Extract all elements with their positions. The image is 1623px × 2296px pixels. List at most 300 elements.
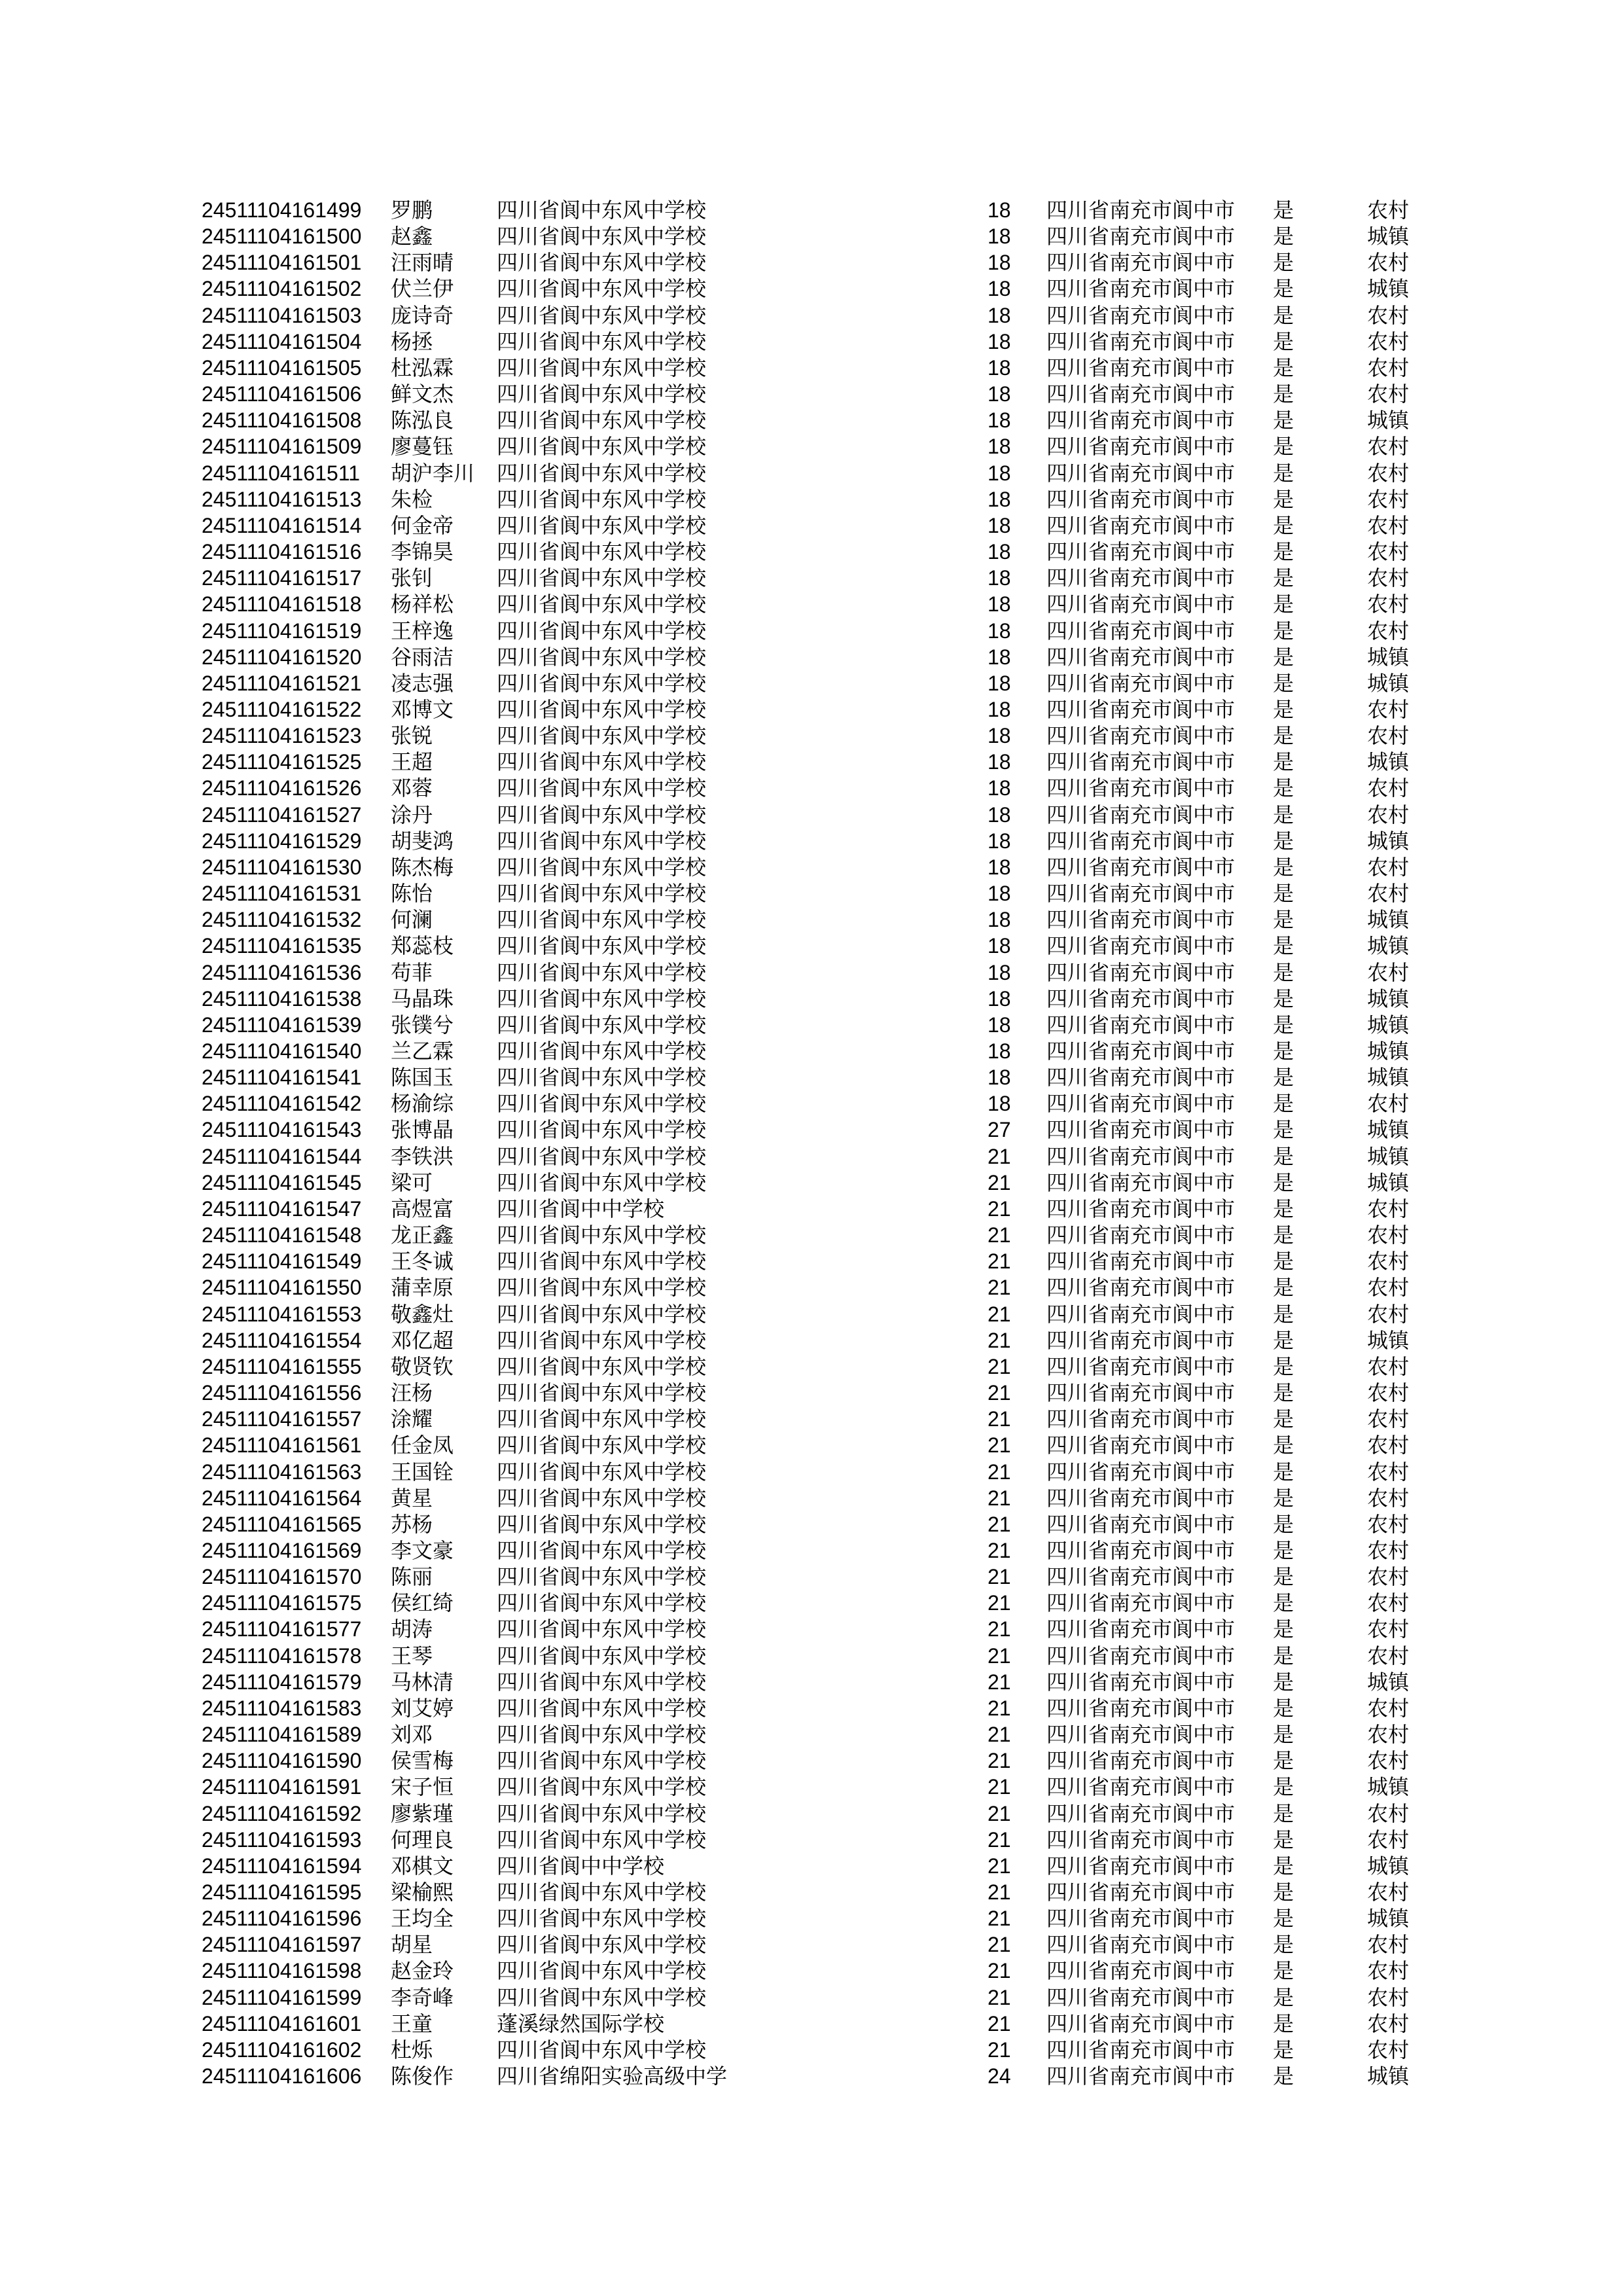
flag-cell: 是	[1273, 1749, 1294, 1773]
student-id-cell: 24511104161592	[202, 1801, 362, 1825]
region-cell: 四川省南充市阆中市	[1046, 1696, 1236, 1720]
flag-cell: 是	[1273, 1565, 1294, 1589]
number-cell: 21	[988, 1775, 1011, 1799]
flag-cell: 是	[1273, 1354, 1294, 1378]
flag-cell: 是	[1273, 1144, 1294, 1168]
table-row	[0, 1669, 1623, 1695]
number-cell: 21	[988, 1591, 1011, 1615]
student-id-cell: 24511104161535	[202, 934, 362, 958]
region-cell: 四川省南充市阆中市	[1046, 1354, 1236, 1378]
student-id-cell: 24511104161578	[202, 1643, 362, 1668]
school-cell: 四川省阆中东风中学校	[497, 1959, 707, 1983]
student-id-cell: 24511104161575	[202, 1591, 362, 1615]
student-id-cell: 24511104161500	[202, 224, 362, 249]
school-cell: 四川省阆中中学校	[497, 1196, 665, 1221]
table-row	[0, 828, 1623, 854]
student-id-cell: 24511104161577	[202, 1617, 362, 1641]
table-row	[0, 512, 1623, 539]
school-cell: 四川省阆中东风中学校	[497, 1907, 707, 1931]
region-cell: 四川省南充市阆中市	[1046, 1723, 1236, 1747]
flag-cell: 是	[1273, 697, 1294, 721]
school-cell: 四川省阆中东风中学校	[497, 1512, 707, 1536]
student-id-cell: 24511104161563	[202, 1460, 362, 1484]
table-row	[0, 1905, 1623, 1931]
table-row	[0, 1590, 1623, 1616]
number-cell: 21	[988, 1617, 1011, 1641]
number-cell: 18	[988, 1092, 1011, 1116]
school-cell: 四川省阆中东风中学校	[497, 408, 707, 433]
student-id-cell: 24511104161545	[202, 1170, 362, 1194]
region-cell: 四川省南充市阆中市	[1046, 960, 1236, 984]
name-cell: 胡沪李川	[391, 461, 475, 485]
name-cell: 汪雨晴	[391, 251, 454, 275]
flag-cell: 是	[1273, 487, 1294, 511]
table-row	[0, 1327, 1623, 1354]
school-cell: 四川省阆中东风中学校	[497, 487, 707, 511]
residence-type-cell: 农村	[1367, 1223, 1410, 1247]
name-cell: 任金凤	[391, 1433, 454, 1458]
region-cell: 四川省南充市阆中市	[1046, 986, 1236, 1011]
number-cell: 18	[988, 198, 1011, 222]
school-cell: 四川省阆中东风中学校	[497, 1670, 707, 1694]
region-cell: 四川省南充市阆中市	[1046, 645, 1236, 669]
number-cell: 21	[988, 1985, 1011, 2009]
region-cell: 四川省南充市阆中市	[1046, 408, 1236, 433]
region-cell: 四川省南充市阆中市	[1046, 1066, 1236, 1090]
table-row	[0, 2011, 1623, 2037]
region-cell: 四川省南充市阆中市	[1046, 776, 1236, 800]
residence-type-cell: 城镇	[1367, 1854, 1410, 1878]
region-cell: 四川省南充市阆中市	[1046, 1407, 1236, 1431]
school-cell: 四川省阆中东风中学校	[497, 1039, 707, 1063]
name-cell: 廖紫瑾	[391, 1801, 454, 1825]
number-cell: 21	[988, 1276, 1011, 1300]
residence-type-cell: 城镇	[1367, 908, 1410, 932]
name-cell: 龙正鑫	[391, 1223, 454, 1247]
name-cell: 苏杨	[391, 1512, 433, 1536]
table-row	[0, 565, 1623, 591]
number-cell: 18	[988, 724, 1011, 748]
residence-type-cell: 城镇	[1367, 645, 1410, 669]
table-row	[0, 1143, 1623, 1170]
residence-type-cell: 农村	[1367, 2011, 1410, 2036]
number-cell: 18	[988, 986, 1011, 1011]
school-cell: 四川省阆中东风中学校	[497, 1276, 707, 1300]
number-cell: 21	[988, 1486, 1011, 1510]
number-cell: 21	[988, 1381, 1011, 1405]
table-row	[0, 1853, 1623, 1879]
flag-cell: 是	[1273, 1880, 1294, 1904]
flag-cell: 是	[1273, 1907, 1294, 1931]
student-id-cell: 24511104161579	[202, 1670, 362, 1694]
student-id-cell: 24511104161594	[202, 1854, 362, 1878]
school-cell: 四川省阆中东风中学校	[497, 1775, 707, 1799]
flag-cell: 是	[1273, 382, 1294, 406]
number-cell: 18	[988, 435, 1011, 459]
flag-cell: 是	[1273, 513, 1294, 537]
school-cell: 蓬溪绿然国际学校	[497, 2011, 665, 2036]
residence-type-cell: 农村	[1367, 355, 1410, 380]
number-cell: 18	[988, 1066, 1011, 1090]
school-cell: 四川省阆中东风中学校	[497, 1092, 707, 1116]
table-row	[0, 1984, 1623, 2011]
student-id-cell: 24511104161504	[202, 329, 362, 353]
region-cell: 四川省南充市阆中市	[1046, 1381, 1236, 1405]
residence-type-cell: 农村	[1367, 1381, 1410, 1405]
region-cell: 四川省南充市阆中市	[1046, 1196, 1236, 1221]
table-row	[0, 1248, 1623, 1274]
region-cell: 四川省南充市阆中市	[1046, 592, 1236, 617]
flag-cell: 是	[1273, 540, 1294, 564]
name-cell: 何金帝	[391, 513, 454, 537]
number-cell: 21	[988, 1144, 1011, 1168]
flag-cell: 是	[1273, 1328, 1294, 1352]
student-id-cell: 24511104161536	[202, 960, 362, 984]
residence-type-cell: 农村	[1367, 1749, 1410, 1773]
flag-cell: 是	[1273, 986, 1294, 1011]
school-cell: 四川省阆中东风中学校	[497, 986, 707, 1011]
number-cell: 18	[988, 750, 1011, 774]
table-row	[0, 775, 1623, 801]
name-cell: 陈泓良	[391, 408, 454, 433]
residence-type-cell: 农村	[1367, 1827, 1410, 1852]
name-cell: 赵金玲	[391, 1959, 454, 1983]
student-id-cell: 24511104161532	[202, 908, 362, 932]
residence-type-cell: 城镇	[1367, 1066, 1410, 1090]
name-cell: 马晶珠	[391, 986, 454, 1011]
region-cell: 四川省南充市阆中市	[1046, 697, 1236, 721]
name-cell: 杨祥松	[391, 592, 454, 617]
name-cell: 黄星	[391, 1486, 433, 1510]
name-cell: 李奇峰	[391, 1985, 454, 2009]
flag-cell: 是	[1273, 802, 1294, 827]
student-id-cell: 24511104161549	[202, 1249, 362, 1274]
region-cell: 四川省南充市阆中市	[1046, 2064, 1236, 2089]
table-row	[0, 749, 1623, 775]
school-cell: 四川省阆中东风中学校	[497, 329, 707, 353]
name-cell: 杨拯	[391, 329, 433, 353]
name-cell: 张钊	[391, 566, 433, 590]
student-id-cell: 24511104161542	[202, 1092, 362, 1116]
table-row	[0, 2037, 1623, 2063]
student-id-cell: 24511104161508	[202, 408, 362, 433]
table-row	[0, 1459, 1623, 1485]
name-cell: 胡斐鸿	[391, 829, 454, 853]
region-cell: 四川省南充市阆中市	[1046, 2011, 1236, 2036]
school-cell: 四川省阆中东风中学校	[497, 1460, 707, 1484]
table-row	[0, 1958, 1623, 1984]
residence-type-cell: 农村	[1367, 1249, 1410, 1274]
school-cell: 四川省阆中东风中学校	[497, 1696, 707, 1720]
school-cell: 四川省阆中东风中学校	[497, 251, 707, 275]
table-row	[0, 591, 1623, 617]
residence-type-cell: 农村	[1367, 1538, 1410, 1562]
number-cell: 18	[988, 592, 1011, 617]
residence-type-cell: 农村	[1367, 435, 1410, 459]
school-cell: 四川省阆中东风中学校	[497, 277, 707, 301]
student-id-cell: 24511104161598	[202, 1959, 362, 1983]
residence-type-cell: 城镇	[1367, 986, 1410, 1011]
region-cell: 四川省南充市阆中市	[1046, 1933, 1236, 1957]
school-cell: 四川省阆中东风中学校	[497, 592, 707, 617]
region-cell: 四川省南充市阆中市	[1046, 750, 1236, 774]
residence-type-cell: 农村	[1367, 724, 1410, 748]
number-cell: 18	[988, 776, 1011, 800]
number-cell: 21	[988, 1196, 1011, 1221]
number-cell: 18	[988, 355, 1011, 380]
table-row	[0, 1931, 1623, 1958]
student-id-cell: 24511104161547	[202, 1196, 362, 1221]
name-cell: 王梓逸	[391, 619, 454, 643]
residence-type-cell: 农村	[1367, 1486, 1410, 1510]
region-cell: 四川省南充市阆中市	[1046, 1302, 1236, 1326]
name-cell: 郑蕊枝	[391, 934, 454, 958]
flag-cell: 是	[1273, 277, 1294, 301]
number-cell: 21	[988, 1249, 1011, 1274]
student-id-cell: 24511104161519	[202, 619, 362, 643]
number-cell: 21	[988, 1328, 1011, 1352]
table-row	[0, 1748, 1623, 1774]
residence-type-cell: 农村	[1367, 251, 1410, 275]
name-cell: 邓棋文	[391, 1854, 454, 1878]
flag-cell: 是	[1273, 750, 1294, 774]
residence-type-cell: 农村	[1367, 1959, 1410, 1983]
name-cell: 杨渝综	[391, 1092, 454, 1116]
region-cell: 四川省南充市阆中市	[1046, 1249, 1236, 1274]
flag-cell: 是	[1273, 1643, 1294, 1668]
flag-cell: 是	[1273, 303, 1294, 327]
student-id-cell: 24511104161527	[202, 802, 362, 827]
name-cell: 高煜富	[391, 1196, 454, 1221]
number-cell: 18	[988, 619, 1011, 643]
number-cell: 18	[988, 224, 1011, 249]
data-table	[0, 197, 1623, 2089]
flag-cell: 是	[1273, 1591, 1294, 1615]
region-cell: 四川省南充市阆中市	[1046, 1013, 1236, 1037]
number-cell: 18	[988, 960, 1011, 984]
region-cell: 四川省南充市阆中市	[1046, 198, 1236, 222]
student-id-cell: 24511104161523	[202, 724, 362, 748]
number-cell: 18	[988, 513, 1011, 537]
table-row	[0, 1380, 1623, 1406]
student-id-cell: 24511104161597	[202, 1933, 362, 1957]
student-id-cell: 24511104161561	[202, 1433, 362, 1458]
region-cell: 四川省南充市阆中市	[1046, 882, 1236, 906]
flag-cell: 是	[1273, 1066, 1294, 1090]
number-cell: 18	[988, 882, 1011, 906]
flag-cell: 是	[1273, 829, 1294, 853]
number-cell: 21	[988, 1407, 1011, 1431]
number-cell: 21	[988, 1670, 1011, 1694]
region-cell: 四川省南充市阆中市	[1046, 1276, 1236, 1300]
number-cell: 21	[988, 1696, 1011, 1720]
flag-cell: 是	[1273, 934, 1294, 958]
student-id-cell: 24511104161501	[202, 251, 362, 275]
residence-type-cell: 农村	[1367, 513, 1410, 537]
name-cell: 陈杰梅	[391, 855, 454, 879]
flag-cell: 是	[1273, 461, 1294, 485]
number-cell: 27	[988, 1118, 1011, 1142]
flag-cell: 是	[1273, 198, 1294, 222]
flag-cell: 是	[1273, 408, 1294, 433]
school-cell: 四川省阆中东风中学校	[497, 435, 707, 459]
table-row	[0, 197, 1623, 223]
student-id-cell: 24511104161521	[202, 671, 362, 695]
table-row	[0, 1511, 1623, 1537]
school-cell: 四川省阆中东风中学校	[497, 776, 707, 800]
student-id-cell: 24511104161589	[202, 1723, 362, 1747]
school-cell: 四川省阆中东风中学校	[497, 1354, 707, 1378]
school-cell: 四川省阆中东风中学校	[497, 1302, 707, 1326]
school-cell: 四川省阆中东风中学校	[497, 1985, 707, 2009]
school-cell: 四川省阆中东风中学校	[497, 513, 707, 537]
region-cell: 四川省南充市阆中市	[1046, 1801, 1236, 1825]
number-cell: 21	[988, 1723, 1011, 1747]
region-cell: 四川省南充市阆中市	[1046, 1328, 1236, 1352]
flag-cell: 是	[1273, 355, 1294, 380]
name-cell: 汪杨	[391, 1381, 433, 1405]
school-cell: 四川省阆中东风中学校	[497, 382, 707, 406]
name-cell: 赵鑫	[391, 224, 433, 249]
table-row	[0, 1170, 1623, 1196]
student-id-cell: 24511104161540	[202, 1039, 362, 1063]
name-cell: 王均全	[391, 1907, 454, 1931]
school-cell: 四川省阆中东风中学校	[497, 566, 707, 590]
number-cell: 21	[988, 1643, 1011, 1668]
number-cell: 21	[988, 1854, 1011, 1878]
student-id-cell: 24511104161526	[202, 776, 362, 800]
school-cell: 四川省阆中东风中学校	[497, 1407, 707, 1431]
school-cell: 四川省阆中东风中学校	[497, 1827, 707, 1852]
student-id-cell: 24511104161530	[202, 855, 362, 879]
region-cell: 四川省南充市阆中市	[1046, 1565, 1236, 1589]
residence-type-cell: 农村	[1367, 1276, 1410, 1300]
school-cell: 四川省阆中东风中学校	[497, 829, 707, 853]
residence-type-cell: 农村	[1367, 1933, 1410, 1957]
table-row	[0, 1406, 1623, 1432]
name-cell: 陈国玉	[391, 1066, 454, 1090]
flag-cell: 是	[1273, 1433, 1294, 1458]
residence-type-cell: 农村	[1367, 198, 1410, 222]
school-cell: 四川省阆中东风中学校	[497, 882, 707, 906]
flag-cell: 是	[1273, 1249, 1294, 1274]
school-cell: 四川省阆中东风中学校	[497, 750, 707, 774]
table-row	[0, 1274, 1623, 1300]
number-cell: 18	[988, 277, 1011, 301]
table-row	[0, 1827, 1623, 1853]
name-cell: 邓蓉	[391, 776, 433, 800]
number-cell: 21	[988, 1801, 1011, 1825]
name-cell: 陈丽	[391, 1565, 433, 1589]
region-cell: 四川省南充市阆中市	[1046, 1907, 1236, 1931]
name-cell: 马林清	[391, 1670, 454, 1694]
school-cell: 四川省阆中东风中学校	[497, 1565, 707, 1589]
name-cell: 王童	[391, 2011, 433, 2036]
table-row	[0, 2063, 1623, 2089]
residence-type-cell: 城镇	[1367, 1144, 1410, 1168]
flag-cell: 是	[1273, 1985, 1294, 2009]
flag-cell: 是	[1273, 1538, 1294, 1562]
table-row	[0, 460, 1623, 486]
flag-cell: 是	[1273, 1512, 1294, 1536]
school-cell: 四川省阆中东风中学校	[497, 1933, 707, 1957]
student-id-cell: 24511104161503	[202, 303, 362, 327]
name-cell: 王琴	[391, 1643, 433, 1668]
residence-type-cell: 农村	[1367, 1985, 1410, 2009]
student-id-cell: 24511104161595	[202, 1880, 362, 1904]
student-id-cell: 24511104161570	[202, 1565, 362, 1589]
name-cell: 朱检	[391, 487, 433, 511]
school-cell: 四川省阆中东风中学校	[497, 1249, 707, 1274]
number-cell: 21	[988, 1354, 1011, 1378]
student-id-cell: 24511104161511	[202, 461, 361, 485]
flag-cell: 是	[1273, 908, 1294, 932]
number-cell: 18	[988, 855, 1011, 879]
residence-type-cell: 城镇	[1367, 408, 1410, 433]
table-row	[0, 696, 1623, 723]
student-id-cell: 24511104161601	[202, 2011, 362, 2036]
region-cell: 四川省南充市阆中市	[1046, 355, 1236, 380]
number-cell: 18	[988, 1039, 1011, 1063]
student-id-cell: 24511104161505	[202, 355, 362, 380]
name-cell: 伏兰伊	[391, 277, 454, 301]
flag-cell: 是	[1273, 1670, 1294, 1694]
name-cell: 梁榆熙	[391, 1880, 454, 1904]
school-cell: 四川省阆中东风中学校	[497, 619, 707, 643]
number-cell: 21	[988, 1880, 1011, 1904]
student-id-cell: 24511104161525	[202, 750, 362, 774]
school-cell: 四川省阆中东风中学校	[497, 355, 707, 380]
school-cell: 四川省阆中东风中学校	[497, 697, 707, 721]
flag-cell: 是	[1273, 2037, 1294, 2062]
flag-cell: 是	[1273, 1092, 1294, 1116]
student-id-cell: 24511104161522	[202, 697, 362, 721]
number-cell: 18	[988, 697, 1011, 721]
name-cell: 杜烁	[391, 2037, 433, 2062]
number-cell: 21	[988, 1223, 1011, 1247]
school-cell: 四川省阆中东风中学校	[497, 1643, 707, 1668]
number-cell: 24	[988, 2064, 1011, 2089]
number-cell: 21	[988, 1749, 1011, 1773]
school-cell: 四川省阆中东风中学校	[497, 540, 707, 564]
name-cell: 侯雪梅	[391, 1749, 454, 1773]
school-cell: 四川省阆中东风中学校	[497, 1118, 707, 1142]
region-cell: 四川省南充市阆中市	[1046, 540, 1236, 564]
name-cell: 张锐	[391, 724, 433, 748]
flag-cell: 是	[1273, 2064, 1294, 2089]
flag-cell: 是	[1273, 1723, 1294, 1747]
number-cell: 18	[988, 1013, 1011, 1037]
region-cell: 四川省南充市阆中市	[1046, 829, 1236, 853]
region-cell: 四川省南充市阆中市	[1046, 1749, 1236, 1773]
school-cell: 四川省阆中东风中学校	[497, 2037, 707, 2062]
table-row	[0, 329, 1623, 355]
name-cell: 庞诗奇	[391, 303, 454, 327]
name-cell: 胡星	[391, 1933, 433, 1957]
region-cell: 四川省南充市阆中市	[1046, 277, 1236, 301]
student-id-cell: 24511104161550	[202, 1276, 362, 1300]
table-row	[0, 1354, 1623, 1380]
region-cell: 四川省南充市阆中市	[1046, 329, 1236, 353]
student-id-cell: 24511104161520	[202, 645, 362, 669]
number-cell: 18	[988, 408, 1011, 433]
residence-type-cell: 城镇	[1367, 1775, 1410, 1799]
residence-type-cell: 农村	[1367, 1565, 1410, 1589]
student-id-cell: 24511104161541	[202, 1066, 362, 1090]
flag-cell: 是	[1273, 1276, 1294, 1300]
table-row	[0, 1301, 1623, 1327]
residence-type-cell: 农村	[1367, 1512, 1410, 1536]
